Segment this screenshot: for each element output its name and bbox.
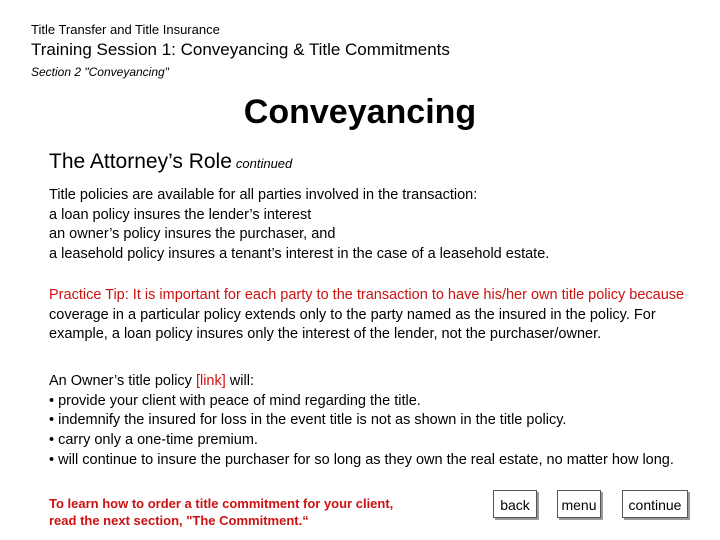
session-title: Training Session 1: Conveyancing & Title Commitments xyxy=(31,40,450,59)
section-title: Section 2 "Conveyancing" xyxy=(31,65,169,79)
owner-intro-text: An Owner’s title policy xyxy=(49,373,196,389)
owner-policy-line: an owner’s policy insures the purchaser, and xyxy=(49,226,336,243)
bullet-item: • will continue to insure the purchaser for so long as they own the real estate, no matter how long. xyxy=(49,451,674,468)
practice-tip-highlight: Practice Tip: It is important for each party to the transaction to have his/her own title policy because xyxy=(49,287,685,303)
subtitle-text: The Attorney’s Role xyxy=(49,150,232,173)
owner-intro-end: will: xyxy=(225,373,254,389)
continue-button[interactable]: continue xyxy=(622,490,688,518)
owner-policy-paragraph xyxy=(49,372,689,471)
practice-tip-paragraph xyxy=(49,286,689,345)
back-button[interactable]: back xyxy=(493,490,537,518)
next-section-note xyxy=(49,495,393,529)
owner-policy-link[interactable]: [link] xyxy=(195,373,226,389)
bullet-item: • carry only a one-time premium. xyxy=(49,432,258,449)
policies-intro: Title policies are available for all parties involved in the transaction: xyxy=(49,187,478,203)
next-section-line-2: read the next section, "The Commitment.“ xyxy=(49,513,309,528)
policies-paragraph xyxy=(49,186,689,265)
bullet-item: • indemnify the insured for loss in the event title is not as shown in the title policy. xyxy=(49,412,567,429)
leasehold-policy-line: a leasehold policy insures a tenant’s interest in the case of a leasehold estate. xyxy=(49,246,550,263)
practice-tip-text: coverage in a particular policy extends only to the party named as the insured in the policy. For example, a loan policy insures only the interest of the lender, not the purchaser/owner. xyxy=(49,306,656,343)
subtitle-continued: continued xyxy=(235,156,293,171)
subtitle xyxy=(49,150,292,174)
course-title: Title Transfer and Title Insurance xyxy=(31,22,220,37)
menu-button[interactable]: menu xyxy=(557,490,601,518)
owner-policy-intro xyxy=(49,372,689,392)
page-title: Conveyancing xyxy=(243,93,477,131)
loan-policy-line: a loan policy insures the lender’s interest xyxy=(49,206,312,223)
next-section-line-1: To learn how to order a title commitment for your client, xyxy=(49,496,394,511)
bullet-item: • provide your client with peace of mind regarding the title. xyxy=(49,392,421,409)
